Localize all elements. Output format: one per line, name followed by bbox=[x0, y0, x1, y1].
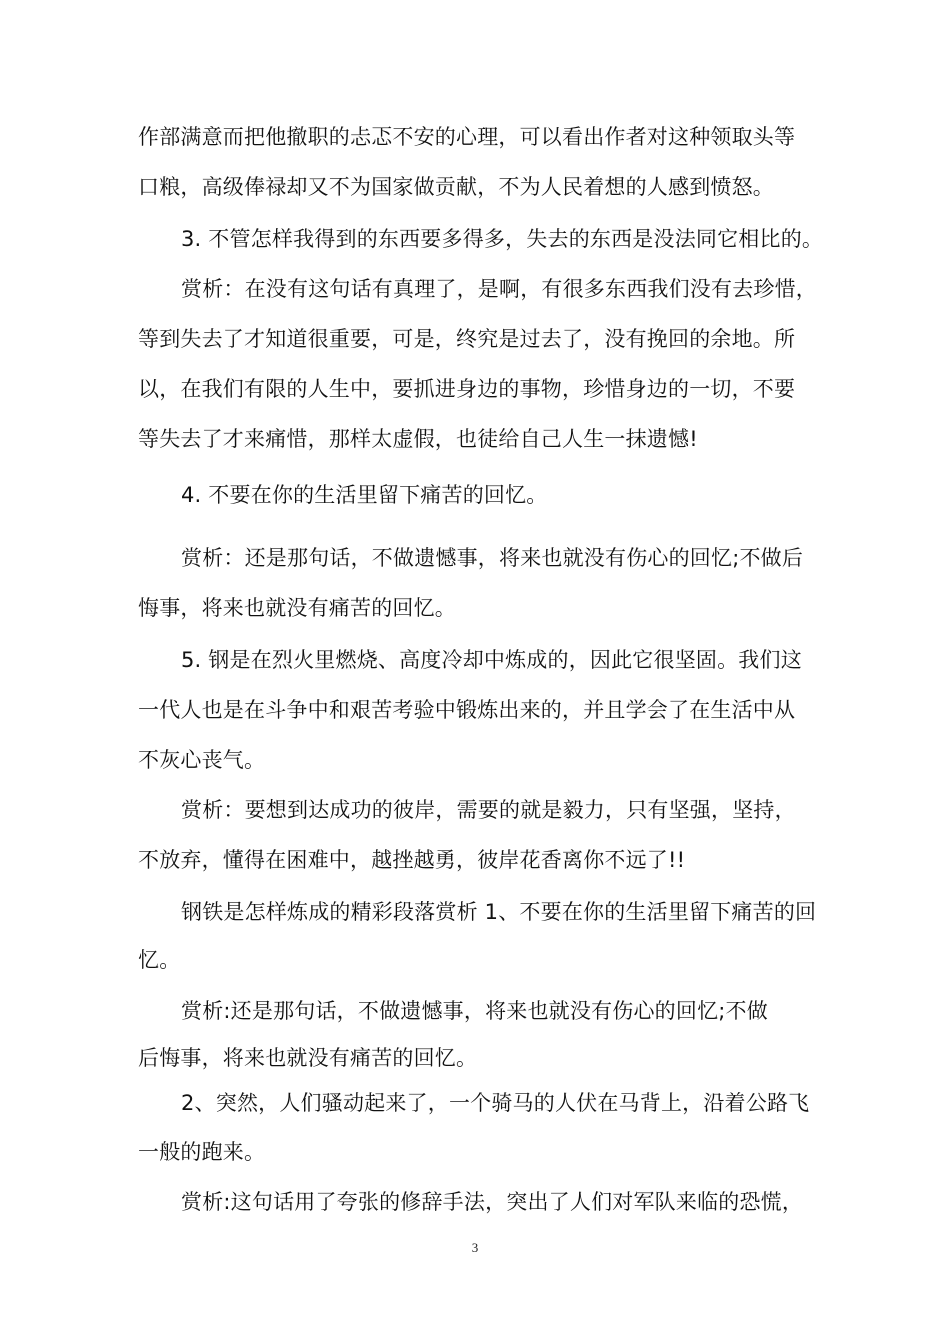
text-line: 赏析:这句话用了夸张的修辞手法，突出了人们对军队来临的恐慌， bbox=[181, 1190, 804, 1214]
text-line: 一代人也是在斗争中和艰苦考验中锻炼出来的，并且学会了在生活中从 bbox=[138, 698, 796, 722]
text-line: 3. 不管怎样我得到的东西要多得多，失去的东西是没法同它相比的。 bbox=[181, 227, 824, 251]
text-line: 忆。 bbox=[138, 948, 181, 972]
text-line: 等失去了才来痛惜，那样太虚假，也徒给自己人生一抹遗憾! bbox=[138, 427, 698, 451]
text-line: 赏析：在没有这句话有真理了，是啊，有很多东西我们没有去珍惜， bbox=[181, 277, 817, 301]
text-line: 赏析:还是那句话，不做遗憾事，将来也就没有伤心的回忆;不做 bbox=[181, 999, 768, 1023]
text-line: 作部满意而把他撤职的忐忑不安的心理，可以看出作者对这种领取头等 bbox=[138, 125, 796, 149]
text-line: 4. 不要在你的生活里留下痛苦的回忆。 bbox=[181, 483, 548, 507]
text-line: 不灰心丧气。 bbox=[138, 748, 266, 772]
text-line: 以，在我们有限的人生中，要抓进身边的事物，珍惜身边的一切，不要 bbox=[138, 377, 796, 401]
text-line: 5. 钢是在烈火里燃烧、高度冷却中炼成的，因此它很坚固。我们这 bbox=[181, 648, 802, 672]
text-line: 后悔事，将来也就没有痛苦的回忆。 bbox=[138, 1046, 478, 1070]
text-line: 口粮，高级俸禄却又不为国家做贡献，不为人民着想的人感到愤怒。 bbox=[138, 175, 774, 199]
text-line: 赏析：要想到达成功的彼岸，需要的就是毅力，只有坚强，坚持， bbox=[181, 798, 796, 822]
text-line: 一般的跑来。 bbox=[138, 1140, 266, 1164]
page-number: 3 bbox=[471, 1240, 479, 1255]
text-line: 2、突然，人们骚动起来了，一个骑马的人伏在马背上，沿着公路飞 bbox=[181, 1091, 810, 1115]
text-line: 等到失去了才知道很重要，可是，终究是过去了，没有挽回的余地。所 bbox=[138, 327, 796, 351]
text-line: 钢铁是怎样炼成的精彩段落赏析 1、不要在你的生活里留下痛苦的回 bbox=[181, 900, 817, 924]
text-line: 不放弃，懂得在困难中，越挫越勇，彼岸花香离你不远了!! bbox=[138, 848, 686, 872]
text-line: 悔事，将来也就没有痛苦的回忆。 bbox=[138, 596, 456, 620]
text-line: 赏析：还是那句话，不做遗憾事，将来也就没有伤心的回忆;不做后 bbox=[181, 546, 804, 570]
